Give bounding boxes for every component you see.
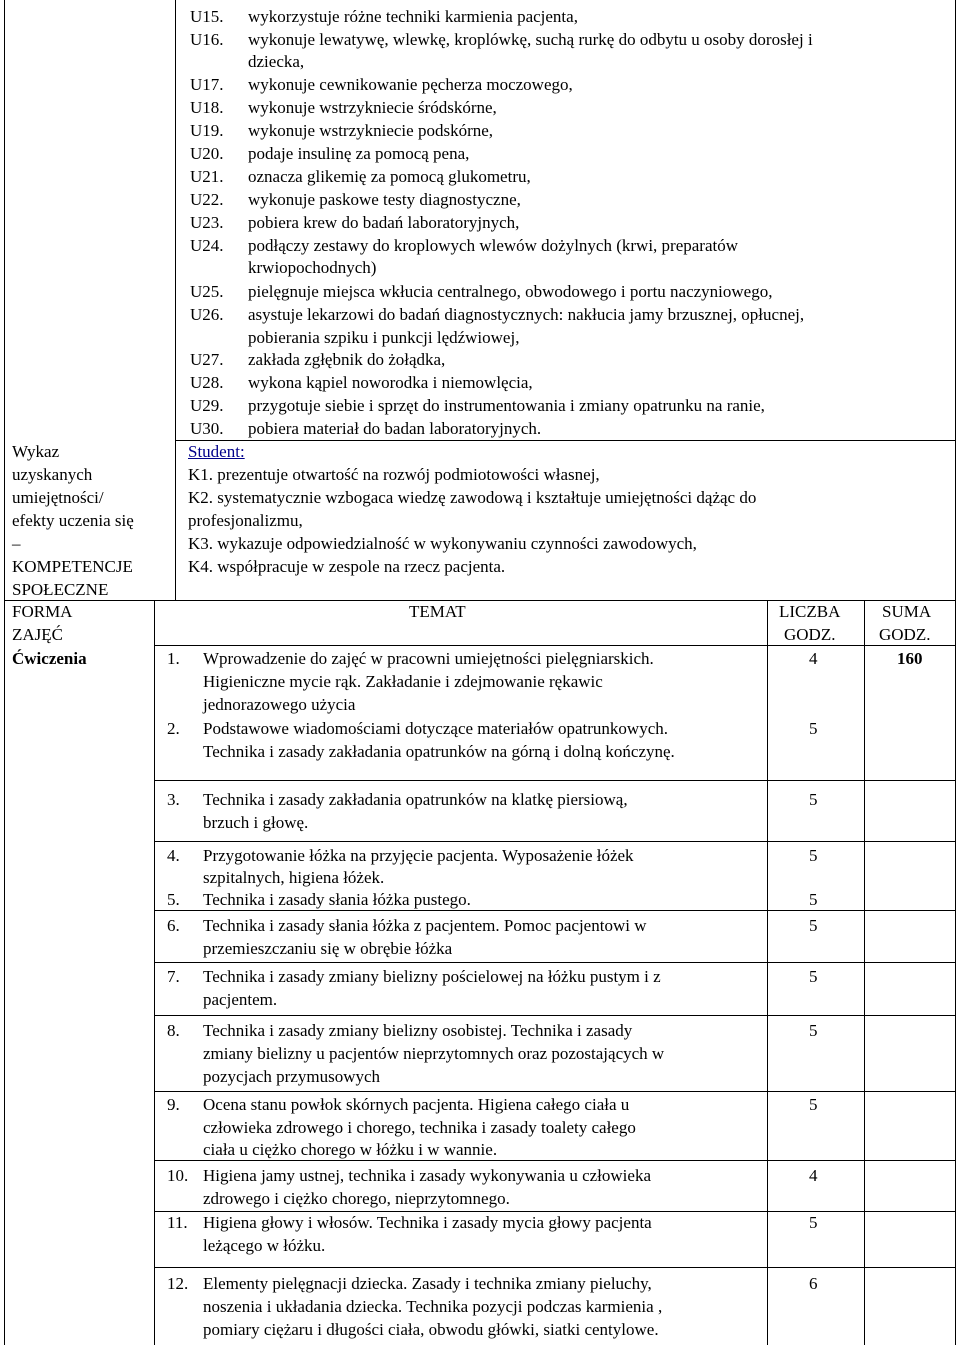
skill-code: U18. bbox=[190, 98, 224, 117]
topic-number: 1. bbox=[167, 649, 180, 668]
label-line: efekty uczenia się bbox=[12, 511, 134, 530]
topic-text: zmiany bielizny u pacjentów nieprzytomnych oraz pozostających w bbox=[203, 1044, 665, 1063]
suma-header: SUMA bbox=[882, 602, 932, 621]
topic-text: zdrowego i ciężko chorego, nieprzytomnego. bbox=[203, 1189, 510, 1208]
topic-number: 3. bbox=[167, 790, 180, 809]
topic-number: 9. bbox=[167, 1095, 180, 1114]
header-row-divider bbox=[154, 645, 956, 646]
label-line: SPOŁECZNE bbox=[12, 580, 109, 599]
skill-code: U26. bbox=[190, 305, 224, 324]
topic-text: Technika i zasady zakładania opatrunków na górną i dolną kończynę. bbox=[203, 742, 675, 761]
table-border-right bbox=[955, 0, 956, 1345]
topic-hours: 5 bbox=[809, 916, 818, 935]
skill-text: krwiopochodnych) bbox=[248, 258, 377, 277]
skill-text: pobiera krew do badań laboratoryjnych, bbox=[248, 213, 520, 232]
total-hours: 160 bbox=[897, 649, 923, 668]
row-divider-3 bbox=[154, 841, 956, 842]
topic-text: Ocena stanu powłok skórnych pacjenta. Higiena całego ciała u bbox=[203, 1095, 630, 1114]
skill-text: wykona kąpiel noworodka i niemowlęcia, bbox=[248, 373, 533, 392]
liczba-header: LICZBA bbox=[779, 602, 841, 621]
skill-code: U30. bbox=[190, 419, 224, 438]
skill-code: U20. bbox=[190, 144, 224, 163]
topic-hours: 5 bbox=[809, 967, 818, 986]
topic-hours: 5 bbox=[809, 1095, 818, 1114]
topic-text: pozycjach przymusowych bbox=[203, 1067, 381, 1086]
temat-header: TEMAT bbox=[409, 602, 466, 621]
skill-code: U28. bbox=[190, 373, 224, 392]
skill-code: U23. bbox=[190, 213, 224, 232]
skill-text: wykonuje lewatywę, wlewkę, kroplówkę, suchą rurkę do odbytu u osoby dorosłej i bbox=[248, 30, 813, 49]
skill-text: oznacza glikemię za pomocą glukometru, bbox=[248, 167, 531, 186]
skill-code: U19. bbox=[190, 121, 224, 140]
label-line: uzyskanych bbox=[12, 465, 93, 484]
skill-text: wykorzystuje różne techniki karmienia pacjenta, bbox=[248, 7, 578, 26]
topic-text: szpitalnych, higiena łóżek. bbox=[203, 868, 385, 887]
topic-text: Technika i zasady zakładania opatrunków na klatkę piersiową, bbox=[203, 790, 628, 809]
row-divider-6 bbox=[154, 962, 956, 963]
skill-text: podłączy zestawy do kroplowych wlewów dożylnych (krwi, preparatów bbox=[248, 236, 739, 255]
skill-text: zakłada zgłębnik do żołądka, bbox=[248, 350, 446, 369]
topic-text: człowieka zdrowego i chorego, technika i zasady toalety całego bbox=[203, 1118, 636, 1137]
row-divider-11 bbox=[154, 1267, 956, 1268]
label-line: – bbox=[12, 534, 21, 553]
topic-number: 4. bbox=[167, 846, 180, 865]
form-column-divider bbox=[154, 600, 155, 1345]
competence-item: K2. systematycznie wzbogaca wiedzę zawodową i kształtuje umiejętności dążąc do bbox=[188, 488, 757, 507]
topic-text: Technika i zasady zmiany bielizny pościelowej na łóżku pustym i z bbox=[203, 967, 661, 986]
label-column-divider bbox=[175, 0, 176, 600]
row-divider-2 bbox=[154, 780, 956, 781]
skill-code: U16. bbox=[190, 30, 224, 49]
table-border-left bbox=[4, 0, 5, 1345]
skill-code: U21. bbox=[190, 167, 224, 186]
topic-hours: 4 bbox=[809, 649, 818, 668]
label-line: KOMPETENCJE bbox=[12, 557, 133, 576]
topic-hours: 5 bbox=[809, 1021, 818, 1040]
topic-text: Higiena głowy i włosów. Technika i zasady mycia głowy pacjenta bbox=[203, 1213, 652, 1232]
skill-text: przygotuje siebie i sprzęt do instrumentowania i zmiany opatrunku na ranie, bbox=[248, 396, 765, 415]
topic-number: 6. bbox=[167, 916, 180, 935]
topic-number: 7. bbox=[167, 967, 180, 986]
skill-text: pobiera materiał do badan laboratoryjnych. bbox=[248, 419, 542, 438]
topic-hours: 5 bbox=[809, 719, 818, 738]
topic-text: ciała u ciężko chorego w łóżku i w wannie. bbox=[203, 1140, 498, 1159]
topic-text: brzuch i głowę. bbox=[203, 813, 309, 832]
skill-code: U29. bbox=[190, 396, 224, 415]
topic-number: 11. bbox=[167, 1213, 188, 1232]
topic-text: leżącego w łóżku. bbox=[203, 1236, 326, 1255]
skill-text: asystuje lekarzowi do badań diagnostycznych: nakłucia jamy brzusznej, opłucnej, bbox=[248, 305, 805, 324]
topic-hours: 5 bbox=[809, 1213, 818, 1232]
topic-number: 8. bbox=[167, 1021, 180, 1040]
skill-code: U25. bbox=[190, 282, 224, 301]
skills-row-divider bbox=[175, 440, 955, 441]
skill-code: U24. bbox=[190, 236, 224, 255]
skill-text: podaje insulinę za pomocą pena, bbox=[248, 144, 470, 163]
skill-text: dziecka, bbox=[248, 52, 305, 71]
skill-code: U17. bbox=[190, 75, 224, 94]
topic-hours: 6 bbox=[809, 1274, 818, 1293]
topic-text: Technika i zasady zmiany bielizny osobistej. Technika i zasady bbox=[203, 1021, 633, 1040]
topic-text: Higieniczne mycie rąk. Zakładanie i zdejmowanie rękawic bbox=[203, 672, 603, 691]
competence-item: K3. wykazuje odpowiedzialność w wykonywaniu czynności zawodowych, bbox=[188, 534, 697, 553]
forma-header: ZAJĘĆ bbox=[12, 625, 63, 644]
topic-number: 5. bbox=[167, 890, 180, 909]
skill-text: pielęgnuje miejsca wkłucia centralnego, obwodowego i portu naczyniowego, bbox=[248, 282, 773, 301]
topic-hours: 5 bbox=[809, 790, 818, 809]
student-heading: Student: bbox=[188, 442, 245, 461]
topic-number: 2. bbox=[167, 719, 180, 738]
skill-text: pobierania szpiku i punkcji lędźwiowej, bbox=[248, 328, 520, 347]
topic-text: Wprowadzenie do zajęć w pracowni umiejętności pielęgniarskich. bbox=[203, 649, 654, 668]
topic-text: Przygotowanie łóżka na przyjęcie pacjenta. Wyposażenie łóżek bbox=[203, 846, 634, 865]
topic-hours: 5 bbox=[809, 846, 818, 865]
topic-text: Elementy pielęgnacji dziecka. Zasady i technika zmiany pieluchy, bbox=[203, 1274, 652, 1293]
liczba-header: GODZ. bbox=[784, 625, 836, 644]
skill-text: wykonuje wstrzykniecie śródskórne, bbox=[248, 98, 497, 117]
skill-text: wykonuje cewnikowanie pęcherza moczowego, bbox=[248, 75, 573, 94]
topic-hours: 4 bbox=[809, 1166, 818, 1185]
topic-text: pomiary ciężaru i długości ciała, obwodu główki, siatki centylowe. bbox=[203, 1320, 659, 1339]
topic-text: Technika i zasady słania łóżka pustego. bbox=[203, 890, 471, 909]
suma-header: GODZ. bbox=[879, 625, 931, 644]
competence-item: K1. prezentuje otwartość na rozwój podmiotowości własnej, bbox=[188, 465, 600, 484]
row-divider-7 bbox=[154, 1015, 956, 1016]
topic-number: 12. bbox=[167, 1274, 189, 1293]
skill-text: wykonuje wstrzykniecie podskórne, bbox=[248, 121, 494, 140]
label-line: umiejętności/ bbox=[12, 488, 104, 507]
topic-text: Podstawowe wiadomościami dotyczące materiałów opatrunkowych. bbox=[203, 719, 669, 738]
hours-column-divider bbox=[864, 600, 865, 1345]
competence-item: profesjonalizmu, bbox=[188, 511, 303, 530]
skill-text: wykonuje paskowe testy diagnostyczne, bbox=[248, 190, 521, 209]
row-divider-8 bbox=[154, 1091, 956, 1092]
skill-code: U22. bbox=[190, 190, 224, 209]
topic-text: przemieszczaniu się w obrębie łóżka bbox=[203, 939, 453, 958]
forma-header: FORMA bbox=[12, 602, 73, 621]
topic-text: jednorazowego użycia bbox=[203, 695, 356, 714]
topic-text: noszenia i układania dziecka. Technika pozycji podczas karmienia , bbox=[203, 1297, 663, 1316]
topic-number: 10. bbox=[167, 1166, 189, 1185]
competence-item: K4. współpracuje w zespole na rzecz pacjenta. bbox=[188, 557, 506, 576]
topic-column-divider bbox=[767, 600, 768, 1345]
skill-code: U15. bbox=[190, 7, 224, 26]
form-label: Ćwiczenia bbox=[12, 649, 87, 668]
topic-hours: 5 bbox=[809, 890, 818, 909]
topic-text: Technika i zasady słania łóżka z pacjentem. Pomoc pacjentowi w bbox=[203, 916, 647, 935]
topic-text: Higiena jamy ustnej, technika i zasady wykonywania u człowieka bbox=[203, 1166, 651, 1185]
skill-code: U27. bbox=[190, 350, 224, 369]
document-page bbox=[4, 0, 956, 1345]
label-line: Wykaz bbox=[12, 442, 60, 461]
topic-text: pacjentem. bbox=[203, 990, 278, 1009]
